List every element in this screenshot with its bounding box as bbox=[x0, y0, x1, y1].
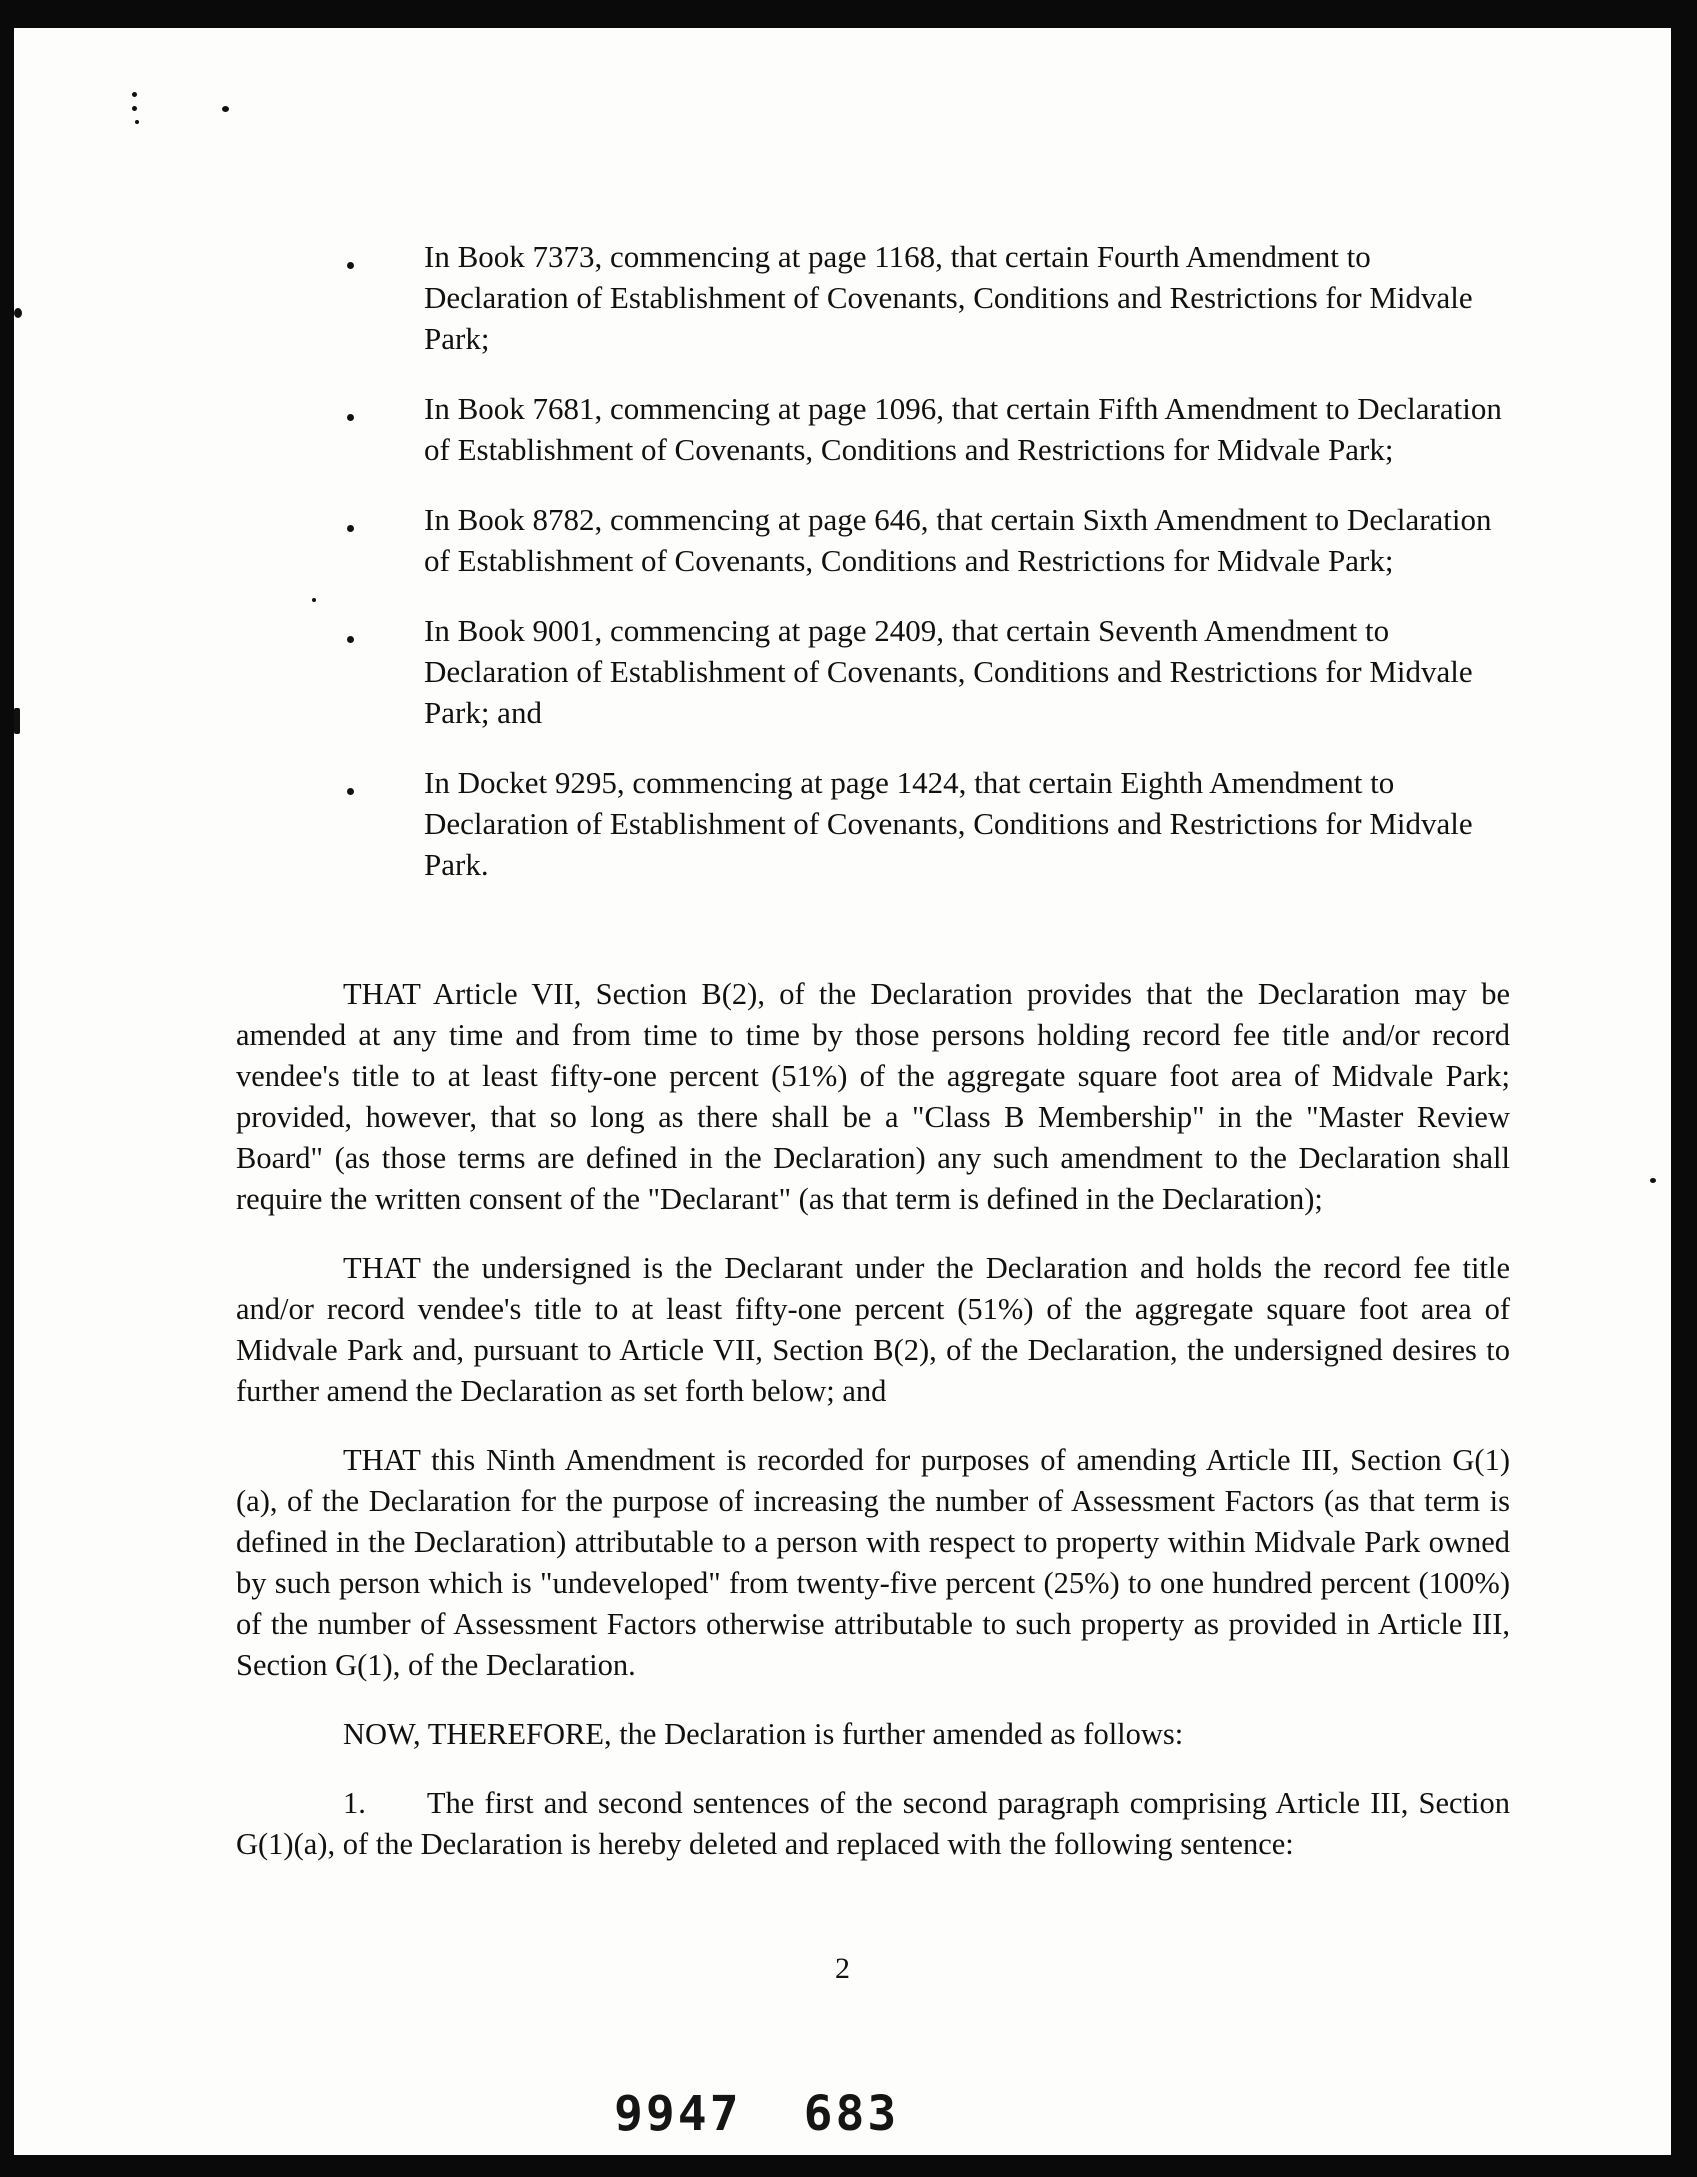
page-number: 2 bbox=[835, 1952, 850, 1985]
scan-speck bbox=[312, 598, 316, 602]
recorded-amendments-list bbox=[424, 236, 1510, 914]
list-item-text: In Book 7681, commencing at page 1096, that certain Fifth Amendment to Declaration of Establishment of Covenants, Conditions and Restrictions for Midvale Park; bbox=[424, 391, 1502, 467]
bullet bbox=[347, 636, 354, 643]
recording-stamp bbox=[614, 2086, 899, 2142]
list-item bbox=[424, 762, 1510, 885]
paragraph-article-vii: THAT Article VII, Section B(2), of the Declaration provides that the Declaration may be amended at any time and from time to time by those persons holding record fee title and/or record vendee's title to at least fifty-one percent (51%) of the aggregate square foot area of Midvale Park; provided, however, that so long as there shall be a "Class B Membership" in the "Master Review Board" (as those terms are defined in the Declaration) any such amendment to the Declaration shall require the written consent of the "Declarant" (as that term is defined in the Declaration); bbox=[236, 977, 1510, 1216]
list-item bbox=[424, 610, 1510, 733]
bullet bbox=[347, 525, 354, 532]
paragraph-declarant: THAT the undersigned is the Declarant under the Declaration and holds the record fee title and/or record vendee's title to at least fifty-one percent (51%) of the aggregate square foot area of Midvale Park and, pursuant to Article VII, Section B(2), of the Declaration, the undersigned desires to further amend the Declaration as set forth below; and bbox=[236, 1251, 1510, 1408]
list-item-text: In Book 7373, commencing at page 1168, that certain Fourth Amendment to Declaration of Establishment of Covenants, Conditions and Restrictions for Midvale Park; bbox=[424, 239, 1473, 356]
recording-page: 683 bbox=[803, 2086, 900, 2142]
scan-speck bbox=[135, 120, 139, 124]
scan-speck bbox=[132, 106, 137, 111]
recording-book: 9947 bbox=[614, 2086, 742, 2142]
paragraph-now-therefore: NOW, THEREFORE, the Declaration is further amended as follows: bbox=[343, 1717, 1184, 1751]
list-item bbox=[424, 388, 1510, 470]
bullet bbox=[347, 788, 354, 795]
scan-speck bbox=[222, 106, 229, 112]
paragraph-ninth-amendment: THAT this Ninth Amendment is recorded for purposes of amending Article III, Section G(1)(a), of the Declaration for the purpose of increasing the number of Assessment Factors (as that term is defined in the Declaration) attributable to a person with respect to property within Midvale Park owned by such person which is "undeveloped" from twenty-five percent (25%) to one hundred percent (100%) of the number of Assessment Factors otherwise attributable to such property as provided in Article III, Section G(1), of the Declaration. bbox=[236, 1443, 1510, 1682]
bullet bbox=[347, 414, 354, 421]
list-item-text: In Docket 9295, commencing at page 1424, that certain Eighth Amendment to Declaration of Establishment of Covenants, Conditions and Restrictions for Midvale Park. bbox=[424, 765, 1473, 882]
paragraph-section-1: 1. The first and second sentences of the second paragraph comprising Article III, Section G(1)(a), of the Declaration is hereby deleted and replaced with the following sentence: bbox=[236, 1786, 1510, 1861]
body-text bbox=[236, 974, 1510, 1893]
list-item bbox=[424, 236, 1510, 359]
list-item bbox=[424, 499, 1510, 581]
scan-speck bbox=[14, 308, 22, 318]
list-item-text: In Book 8782, commencing at page 646, that certain Sixth Amendment to Declaration of Establishment of Covenants, Conditions and Restrictions for Midvale Park; bbox=[424, 502, 1492, 578]
scan-speck bbox=[132, 92, 137, 97]
list-item-text: In Book 9001, commencing at page 2409, that certain Seventh Amendment to Declaration of Establishment of Covenants, Conditions and Restrictions for Midvale Park; and bbox=[424, 613, 1473, 730]
scan-speck bbox=[14, 708, 20, 734]
scan-speck bbox=[1650, 1178, 1656, 1183]
bullet bbox=[347, 262, 354, 269]
